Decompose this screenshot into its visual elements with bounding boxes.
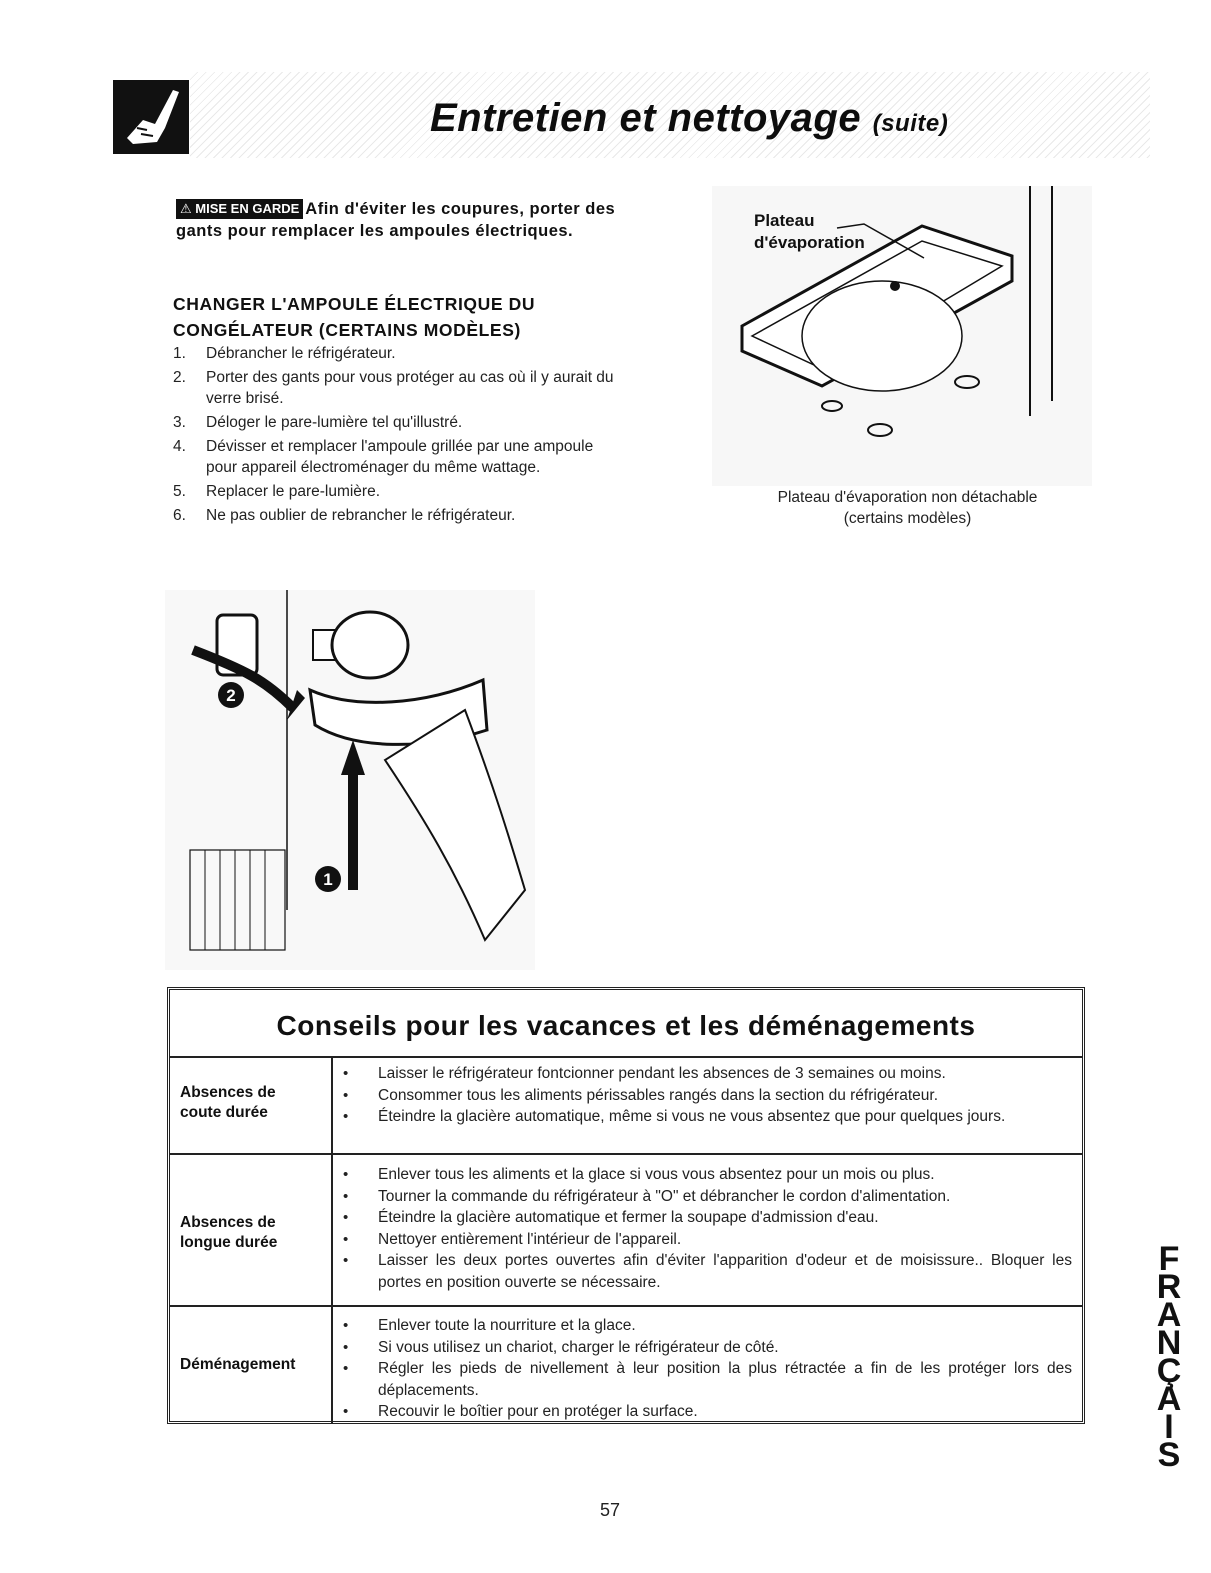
step-2-marker-label: 2 <box>226 686 236 705</box>
tips-table <box>167 987 1085 1424</box>
tips-items <box>340 1164 1072 1293</box>
step-text: Dévisser et remplacer l'ampoule grillée par une ampoule pour appareil électroménager du même wattage. <box>206 438 594 476</box>
tips-item: • Laisser les deux portes ouvertes afin d'éviter l'apparition d'odeur et de moisissure.. Bloquer les portes en position ouverte se nécessaire. <box>340 1250 1072 1293</box>
tips-category-line2: longue durée <box>180 1234 278 1251</box>
language-letter: N <box>1156 1324 1182 1362</box>
evap-caption-line2: (certains modèles) <box>843 510 972 527</box>
tips-item: • Recouvir le boîtier pour en protéger la surface. <box>340 1401 1072 1423</box>
tips-item: • Nettoyer entièrement l'intérieur de l'appareil. <box>340 1229 1072 1251</box>
evap-label-line2: d'évaporation <box>754 233 865 252</box>
section-heading <box>173 291 623 343</box>
warning-triangle-icon: ⚠ <box>180 201 192 216</box>
tips-category-line1: Déménagement <box>180 1356 296 1373</box>
step-number: 6. <box>173 507 186 524</box>
step-item <box>173 505 623 526</box>
tips-title: Conseils pour les vacances et les déménagements <box>276 1010 976 1041</box>
cleaning-hand-icon <box>113 80 189 154</box>
step-item <box>173 481 623 502</box>
step-number: 3. <box>173 414 186 431</box>
warning-badge <box>176 199 303 219</box>
warning-block <box>176 198 616 242</box>
tips-item: • Régler les pieds de nivellement à leur position la plus rétractée a fin de les protéger lors des déplacements. <box>340 1358 1072 1401</box>
language-letter: F <box>1158 1240 1180 1278</box>
step-text: Replacer le pare-lumière. <box>206 483 381 500</box>
tips-item: • Enlever toute la nourriture et la glace. <box>340 1315 1072 1337</box>
tips-column-divider <box>331 1307 333 1423</box>
tips-column-divider <box>331 1058 333 1155</box>
evap-caption-line1: Plateau d'évaporation non détachable <box>777 489 1038 506</box>
tips-column-divider <box>331 1155 333 1307</box>
step-item <box>173 412 623 433</box>
step-number: 4. <box>173 438 186 455</box>
step-text: Débrancher le réfrigérateur. <box>206 345 396 362</box>
step-item <box>173 436 623 478</box>
tips-category-line2: coute durée <box>180 1104 268 1121</box>
page-title-text: Entretien et nettoyage <box>430 96 862 140</box>
language-letter: I <box>1164 1408 1174 1446</box>
warning-badge-label: MISE EN GARDE <box>195 201 300 216</box>
tips-item: • Consommer tous les aliments périssables rangés dans la section du réfrigérateur. <box>340 1085 1072 1107</box>
tips-item: • Laisser le réfrigérateur fontcionner pendant les absences de 3 semaines ou moins. <box>340 1063 1072 1085</box>
step-number: 5. <box>173 483 186 500</box>
steps-list <box>173 343 623 529</box>
step-item <box>173 343 623 364</box>
evaporation-tray-caption <box>735 487 1080 529</box>
language-letter: S <box>1157 1436 1181 1474</box>
evap-label-line1: Plateau <box>754 211 815 230</box>
language-letter: Ç <box>1156 1352 1182 1390</box>
tips-item: • Si vous utilisez un chariot, charger le réfrigérateur de côté. <box>340 1337 1072 1359</box>
language-letter: A <box>1156 1380 1182 1418</box>
bulb-replacement-illustration <box>165 590 535 970</box>
page-title-suffix: (suite) <box>872 110 949 137</box>
step-text: Porter des gants pour vous protéger au cas où il y aurait du verre brisé. <box>206 369 614 407</box>
step-text: Déloger le pare-lumière tel qu'illustré. <box>206 414 463 431</box>
tips-item: • Tourner la commande du réfrigérateur à "O" et débrancher le cordon d'alimentation. <box>340 1186 1072 1208</box>
page-title <box>430 96 948 141</box>
language-letter: R <box>1156 1268 1182 1306</box>
language-letter: A <box>1156 1296 1182 1334</box>
tips-items <box>340 1063 1072 1128</box>
warning-text: Afin d'éviter les coupures, porter des gants pour remplacer les ampoules électriques. <box>176 200 616 240</box>
tips-item: • Éteindre la glacière automatique et fermer la soupape d'admission d'eau. <box>340 1207 1072 1229</box>
tips-item: • Éteindre la glacière automatique, même si vous ne vous absentez que pour quelques jours. <box>340 1106 1072 1128</box>
page-number: 57 <box>600 1500 621 1520</box>
tips-row-moving <box>170 1305 1082 1423</box>
tips-category <box>180 1213 330 1253</box>
tips-item: • Enlever tous les aliments et la glace si vous vous absentez pour un mois ou plus. <box>340 1164 1072 1186</box>
step-text: Ne pas oublier de rebrancher le réfrigérateur. <box>206 507 516 524</box>
tips-category-line1: Absences de <box>180 1214 276 1231</box>
tips-row-long-absence <box>170 1153 1082 1307</box>
section-heading-line1: CHANGER L'AMPOULE ÉLECTRIQUE DU <box>173 294 536 314</box>
tips-category <box>180 1083 330 1123</box>
step-1-marker-label: 1 <box>323 870 333 889</box>
evaporation-tray-illustration <box>712 186 1092 486</box>
step-number: 2. <box>173 369 186 386</box>
tips-category <box>180 1355 330 1375</box>
tips-items <box>340 1315 1072 1423</box>
section-heading-line2: CONGÉLATEUR (CERTAINS MODÈLES) <box>173 320 521 340</box>
step-number: 1. <box>173 345 186 362</box>
language-side-label <box>1143 1240 1195 1474</box>
step-item <box>173 367 623 409</box>
tips-row-short-absence <box>170 1056 1082 1155</box>
tips-category-line1: Absences de <box>180 1084 276 1101</box>
